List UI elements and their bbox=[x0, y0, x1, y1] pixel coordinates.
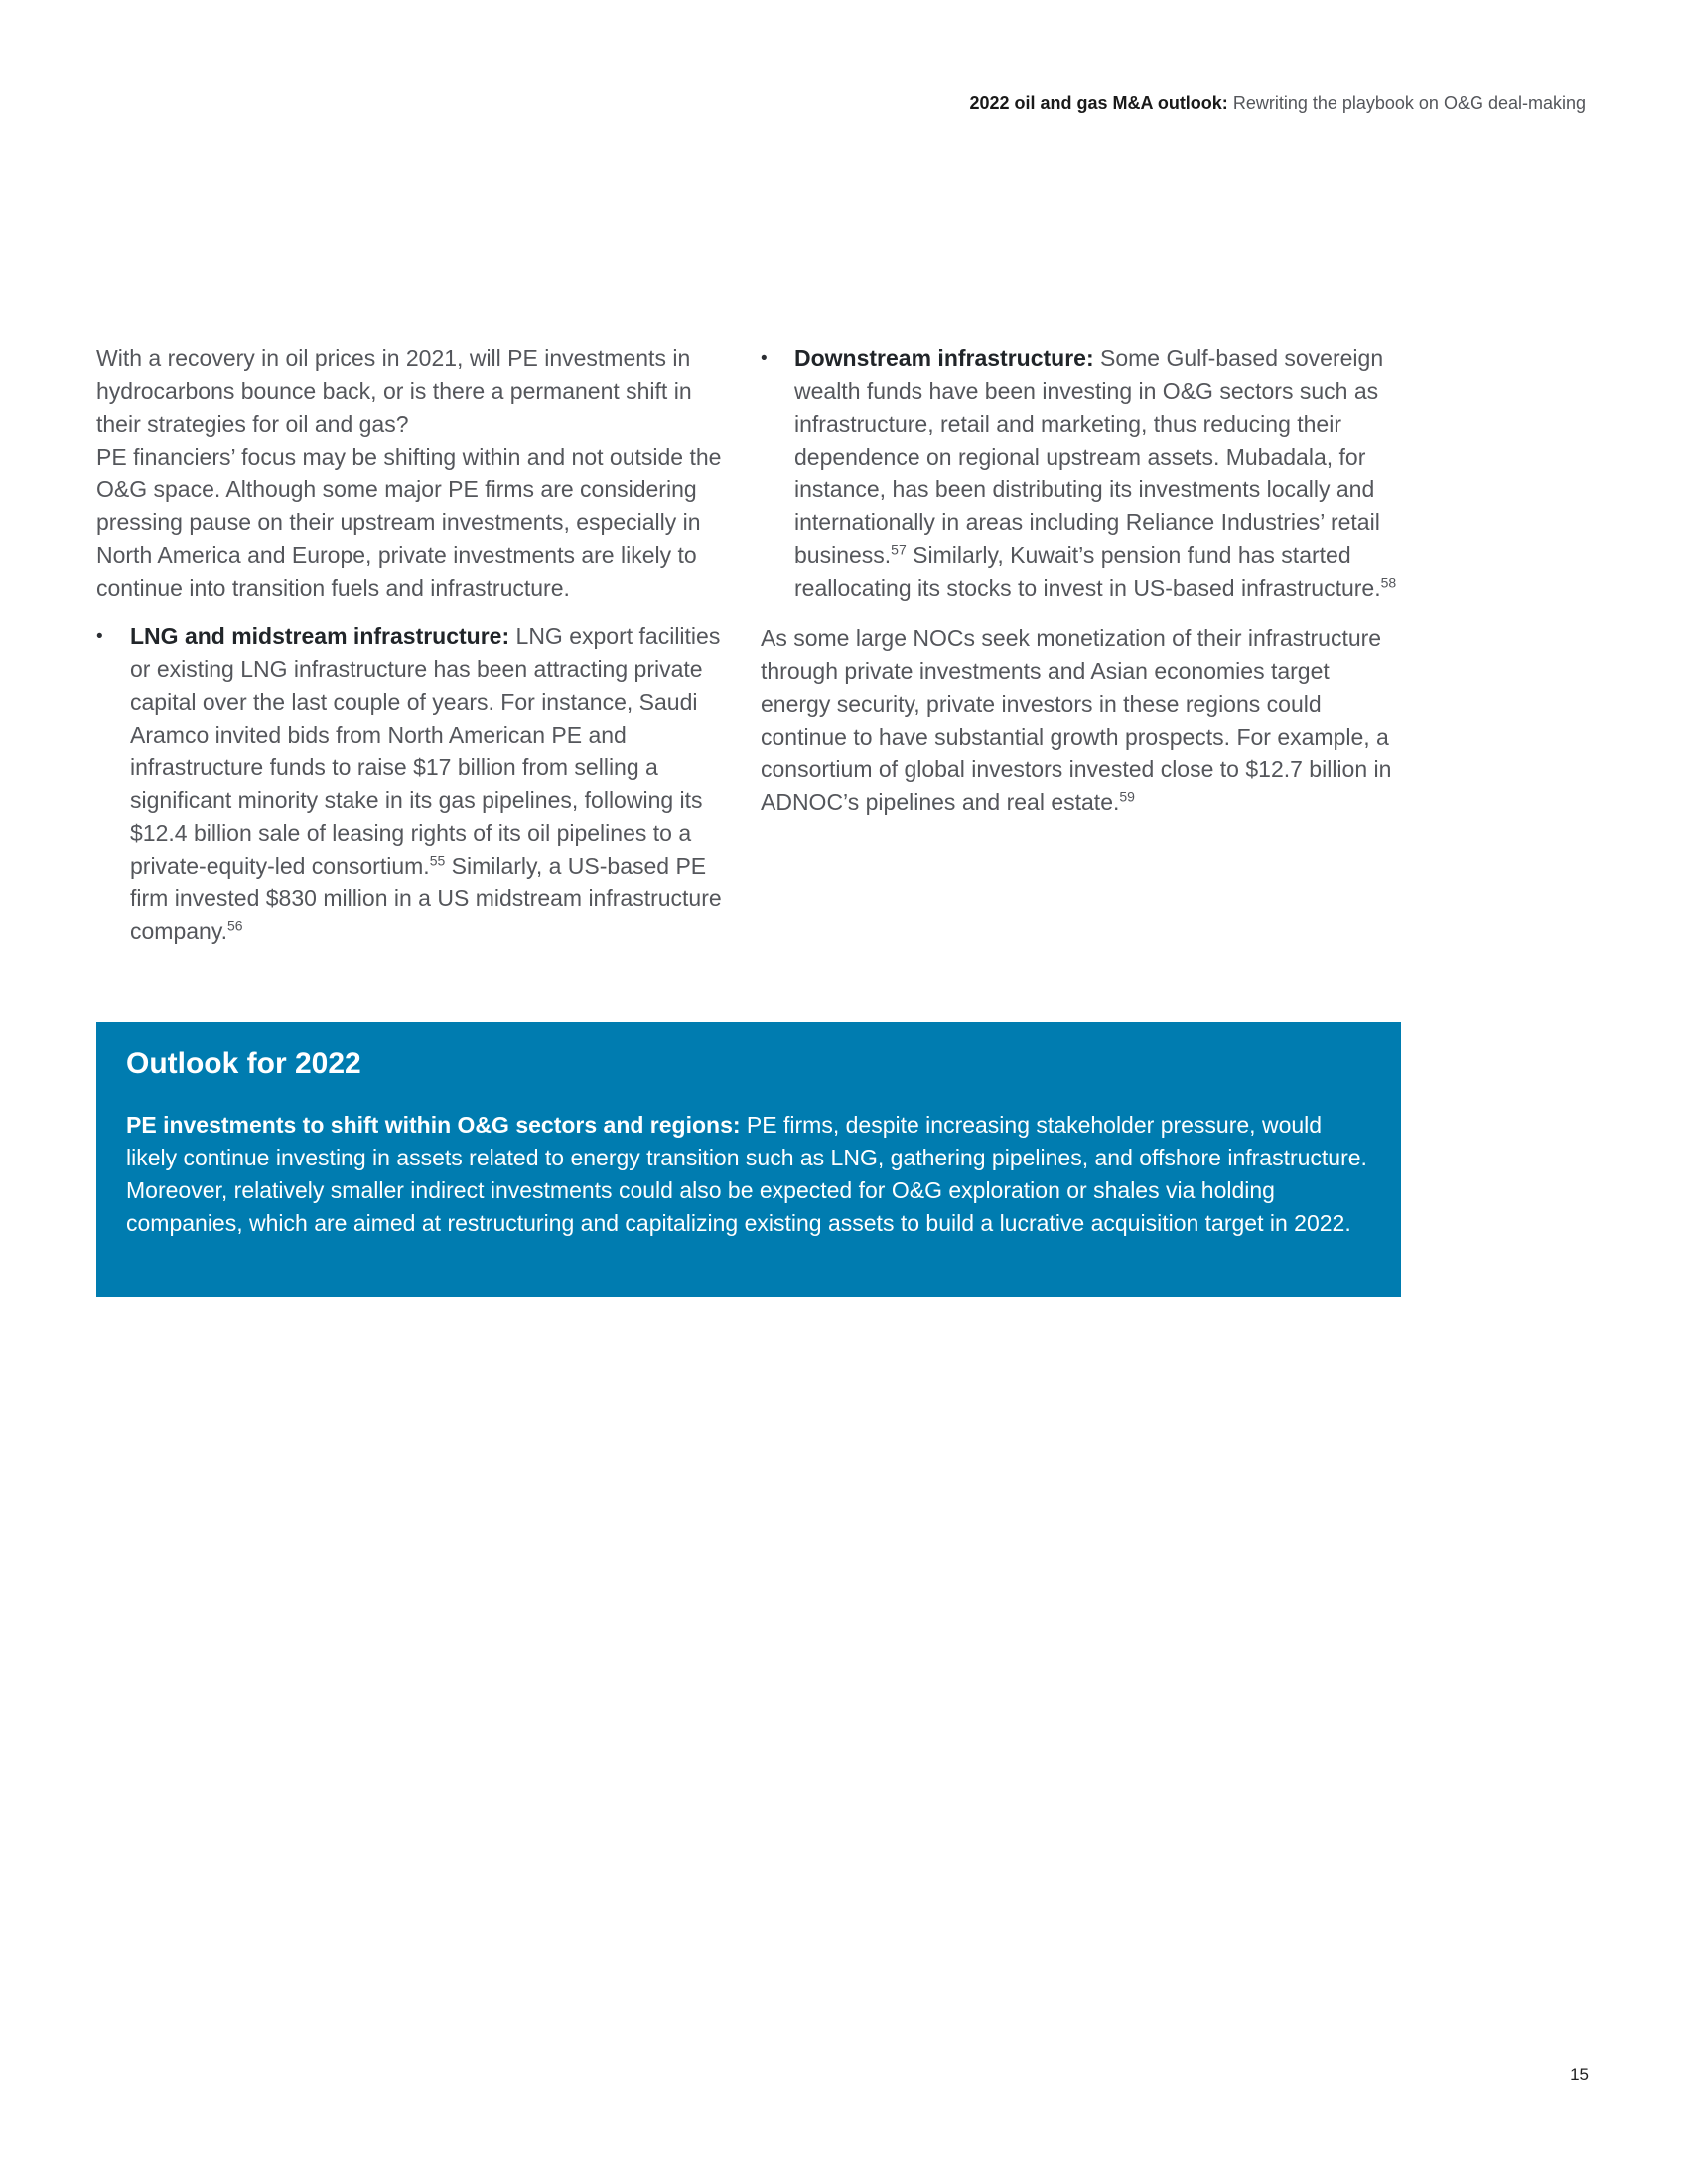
outlook-box-paragraph bbox=[126, 1109, 1371, 1240]
right-closing-body: As some large NOCs seek monetization of their infrastructure through private investments and Asian economies target energy security, private investors in these regions could continue to have substantial growth prospects. For example, a consortium of global investors invested close to $12.7 billion in ADNOC’s pipelines and real estate. bbox=[761, 625, 1392, 815]
right-closing-paragraph bbox=[761, 622, 1404, 819]
left-intro-paragraph-2: PE financiers’ focus may be shifting within and not outside the O&G space. Although some major PE firms are considering pressing pause on their upstream investments, especially in North America and Europe, private investments are likely to continue into transition fuels and infrastructure. bbox=[96, 444, 722, 601]
left-intro-paragraph-1: With a recovery in oil prices in 2021, will PE investments in hydrocarbons bounce back, or is there a permanent shift in their strategies for oil and gas? bbox=[96, 345, 692, 437]
footnote-ref-58: 58 bbox=[1380, 574, 1397, 591]
right-bullet-lead: Downstream infrastructure: bbox=[794, 345, 1094, 371]
left-bullet-body-1: LNG export facilities or existing LNG infrastructure has been attracting private capital over the last couple of years. For instance, Saudi Aramco invited bids from North American PE and infrastructure funds to raise $17 billion from selling a significant minority stake in its gas pipelines, following its $12.4 billion sale of leasing rights of its oil pipelines to a private-equity-led consortium. bbox=[130, 623, 721, 879]
left-bullet-paragraph bbox=[130, 620, 737, 948]
right-bullet-paragraph bbox=[794, 342, 1404, 605]
outlook-callout-box bbox=[96, 1022, 1401, 1297]
left-column bbox=[96, 342, 737, 948]
footnote-ref-59: 59 bbox=[1119, 788, 1135, 805]
page-number: 15 bbox=[1570, 2065, 1589, 2084]
outlook-box-lead: PE investments to shift within O&G sectors and regions: bbox=[126, 1112, 741, 1138]
list-item bbox=[96, 620, 737, 948]
list-item bbox=[761, 342, 1404, 605]
left-bullet-body-2: Similarly, a US-based PE firm invested $830 million in a US midstream infrastructure company. bbox=[130, 853, 722, 944]
right-bullet-body-2: Similarly, Kuwait’s pension fund has started reallocating its stocks to invest in US-based infrastructure. bbox=[794, 542, 1381, 601]
left-bullet-lead: LNG and midstream infrastructure: bbox=[130, 623, 510, 649]
right-column bbox=[761, 342, 1404, 819]
outlook-box-body: PE firms, despite increasing stakeholder pressure, would likely continue investing in assets related to energy transition such as LNG, gathering pipelines, and offshore infrastructure. Moreover, relatively smaller indirect investments could also be expected for O&G exploration or shales via holding companies, which are aimed at restructuring and capitalizing existing assets to build a lucrative acquisition target in 2022. bbox=[126, 1112, 1367, 1236]
right-bullet-body-1: Some Gulf-based sovereign wealth funds have been investing in O&G sectors such as infrastructure, retail and marketing, thus reducing their dependence on regional upstream assets. Mubadala, for instance, has been distributing its investments locally and internationally in areas including Reliance Industries’ retail business. bbox=[794, 345, 1384, 568]
bullet-icon: • bbox=[761, 348, 768, 369]
footnote-ref-57: 57 bbox=[891, 541, 907, 558]
footnote-ref-56: 56 bbox=[227, 917, 243, 934]
running-header-subtitle: Rewriting the playbook on O&G deal-making bbox=[1227, 93, 1586, 113]
bullet-icon: • bbox=[96, 626, 103, 647]
running-header-title: 2022 oil and gas M&A outlook: bbox=[969, 93, 1228, 113]
outlook-box-title: Outlook for 2022 bbox=[126, 1047, 361, 1080]
footnote-ref-55: 55 bbox=[429, 852, 446, 869]
running-header bbox=[969, 91, 1586, 115]
